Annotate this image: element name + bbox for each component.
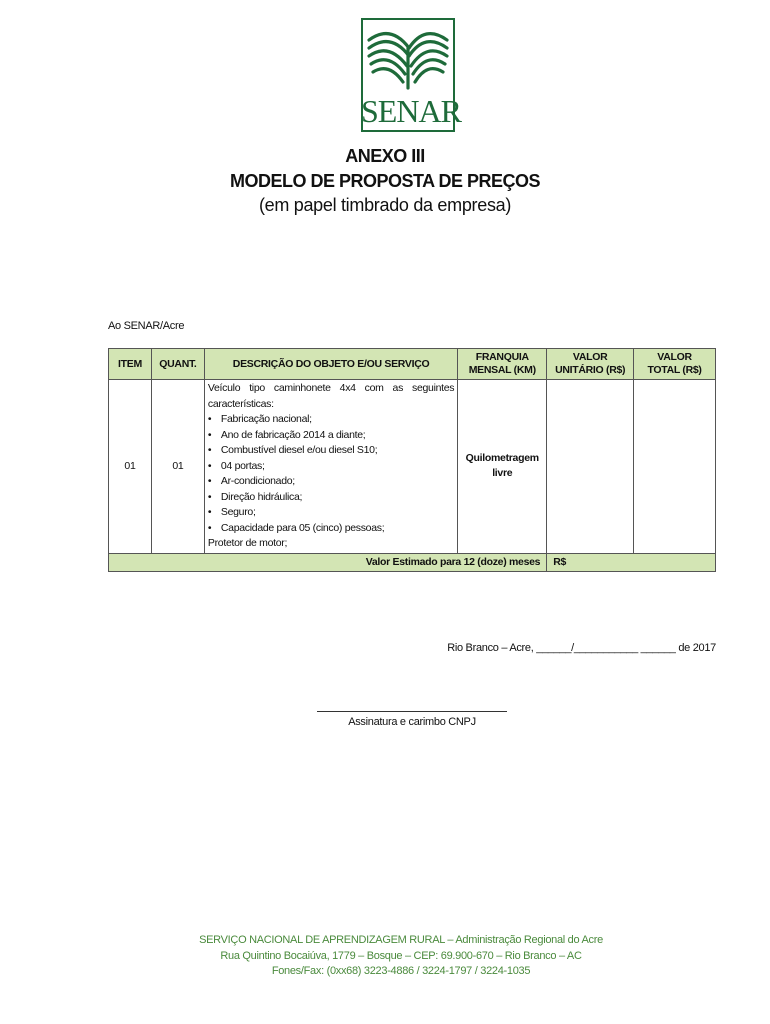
header-franquia-line2: MENSAL (KM) — [468, 364, 536, 376]
cell-valor-unitario — [547, 380, 634, 554]
recipient-line: Ao SENAR/Acre — [108, 320, 185, 332]
footer-org-name: SERVIÇO NACIONAL DE APRENDIZAGEM RURAL – Administração Regional do Acre — [199, 934, 603, 946]
cell-valor-total — [634, 380, 716, 554]
total-label: Valor Estimado para 12 (doze) meses — [109, 553, 547, 571]
header-valor-unitario — [547, 349, 634, 380]
description-outro: Protetor de motor; — [207, 537, 288, 549]
table-row — [109, 380, 716, 554]
header-item: ITEM — [109, 349, 152, 380]
franquia-line2: livre — [492, 467, 513, 480]
header-vt-line2: TOTAL (R$) — [647, 364, 702, 376]
signature-line — [317, 711, 507, 712]
senar-logo — [361, 18, 461, 132]
place-date-line: Rio Branco – Acre, ______/___________ ______ de 2017 — [447, 642, 716, 654]
list-item: • Combustível diesel e/ou diesel S10; — [208, 443, 454, 459]
document-title: MODELO DE PROPOSTA DE PREÇOS — [229, 171, 541, 191]
footer-address: Rua Quintino Bocaiúva, 1779 – Bosque – CEP: 69.900-670 – Rio Branco – AC — [220, 949, 582, 962]
header-franquia — [458, 349, 547, 380]
document-subtitle: (em papel timbrado da empresa) — [258, 195, 512, 215]
footer — [0, 933, 770, 980]
header-valor-total — [634, 349, 716, 380]
header-description: DESCRIÇÃO DO OBJETO E/OU SERVIÇO — [204, 349, 457, 380]
total-row — [109, 553, 716, 571]
logo-text: SENAR — [361, 93, 461, 129]
signature-label: Assinatura e carimbo CNPJ — [348, 716, 476, 728]
feature-list — [208, 412, 454, 536]
header-vt-line1: VALOR — [657, 351, 692, 363]
cell-quant: 01 — [151, 380, 204, 554]
header-franquia-line1: FRANQUIA — [475, 351, 529, 363]
header-quant: QUANT. — [151, 349, 204, 380]
list-item: • Direção hidráulica; — [208, 490, 454, 506]
price-proposal-table — [108, 348, 716, 572]
description-intro: Veículo tipo caminhonete 4x4 com as seguintes características: — [207, 382, 455, 410]
list-item: • Capacidade para 05 (cinco) pessoas; — [208, 521, 454, 537]
list-item: • Ar-condicionado; — [208, 474, 454, 490]
list-item: • 04 portas; — [208, 459, 454, 475]
franquia-line1: Quilometragem — [465, 452, 539, 465]
cell-description — [204, 380, 457, 554]
table-header-row — [109, 349, 716, 380]
list-item: • Fabricação nacional; — [208, 412, 454, 428]
header-vu-line1: VALOR — [572, 351, 608, 363]
cell-item: 01 — [109, 380, 152, 554]
footer-phones: Fones/Fax: (0xx68) 3223-4886 / 3224-1797 / 3224-1035 — [271, 965, 531, 977]
annex-title: ANEXO III — [345, 146, 425, 166]
list-item: • Ano de fabricação 2014 a diante; — [208, 428, 454, 444]
cell-franquia — [458, 380, 547, 554]
total-currency: R$ — [547, 553, 716, 571]
header-vu-line2: UNITÁRIO (R$) — [555, 364, 626, 376]
list-item: • Seguro; — [208, 505, 454, 521]
